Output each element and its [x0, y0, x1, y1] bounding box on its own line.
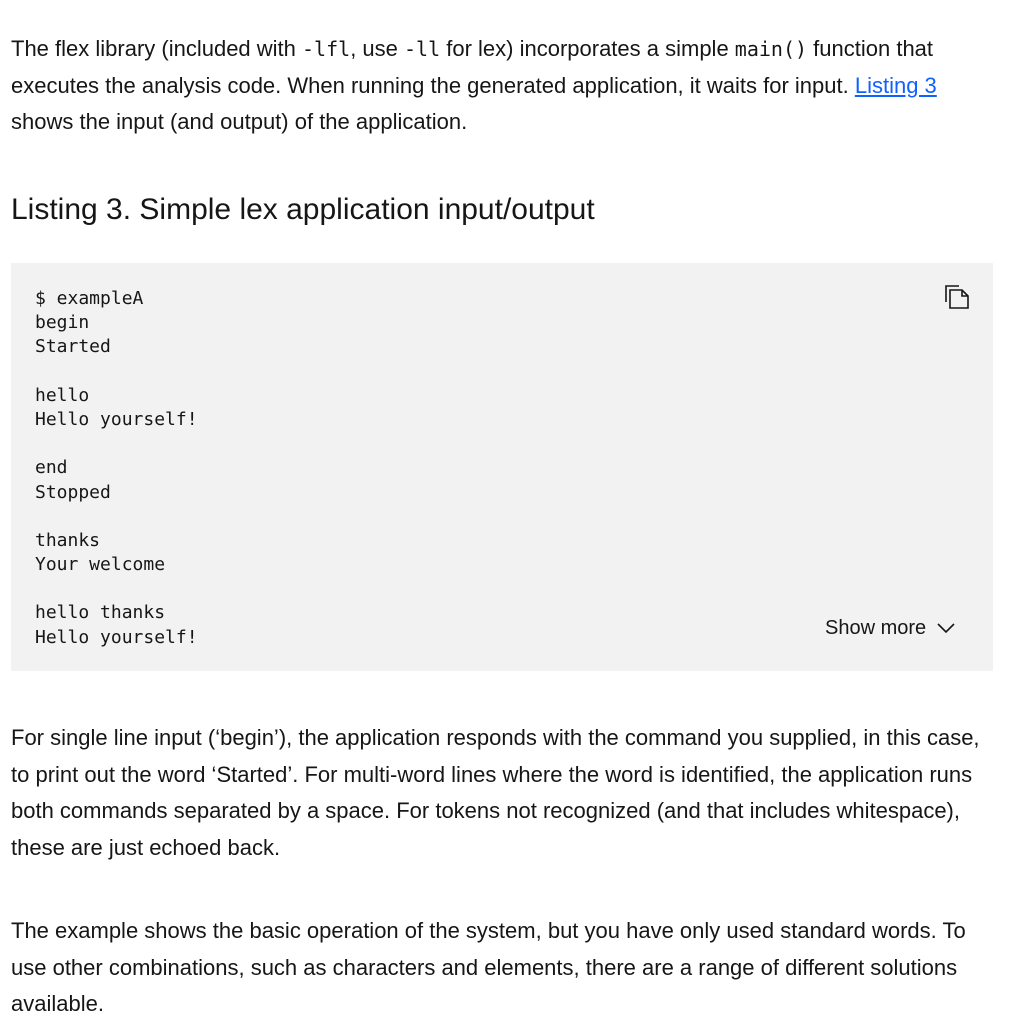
intro-text-3: for lex) incorporates a simple — [440, 36, 735, 61]
code-line: Started — [35, 336, 111, 358]
code-line — [35, 577, 198, 601]
code-line: thanks — [35, 529, 101, 551]
inline-code-ll: -ll — [404, 37, 441, 61]
code-line: Hello yourself! — [35, 408, 198, 430]
inline-code-lfl: -lfl — [302, 37, 351, 61]
intro-paragraph — [11, 31, 1001, 141]
intro-text-5: shows the input (and output) of the application. — [11, 109, 468, 134]
intro-text-2: , use — [350, 36, 404, 61]
code-line: Your welcome — [35, 554, 166, 576]
code-line: hello thanks — [35, 602, 166, 624]
show-more-button[interactable] — [825, 613, 956, 643]
code-line: end — [35, 457, 68, 479]
chevron-down-icon — [936, 622, 956, 634]
code-line: Stopped — [35, 481, 111, 503]
inline-code-main: main() — [734, 37, 808, 61]
code-line: hello — [35, 384, 90, 406]
code-line: Hello yourself! — [35, 626, 198, 648]
copy-button[interactable] — [939, 279, 975, 315]
intro-text-4: function that executes the analysis code. When running the generated application, it waits for input. — [11, 36, 934, 98]
listing-title: Listing 3. Simple lex application input/output — [11, 193, 595, 226]
code-line: begin — [35, 312, 90, 334]
code-listing — [35, 287, 198, 650]
code-line — [35, 432, 198, 456]
code-line — [35, 505, 198, 529]
code-line — [35, 360, 198, 384]
summary-paragraph: The example shows the basic operation of the system, but you have only used standard words. To use other combinations, such as characters and elements, there are a range of different solutions available. — [11, 918, 966, 1016]
code-block — [11, 263, 993, 671]
intro-text-1: The flex library (included with — [11, 36, 303, 61]
copy-icon — [943, 283, 971, 311]
listing-3-link[interactable]: Listing 3 — [854, 72, 937, 98]
code-line: $ exampleA — [35, 288, 144, 309]
explanation-paragraph: For single line input (‘begin’), the application responds with the command you supplied, in this case, to print out the word ‘Started’. For multi-word lines where the word is identified, the application runs both commands separated by a space. For tokens not recognized (and that includes whitespace), these are just echoed back. — [11, 725, 980, 860]
show-more-label: Show more — [825, 616, 927, 639]
